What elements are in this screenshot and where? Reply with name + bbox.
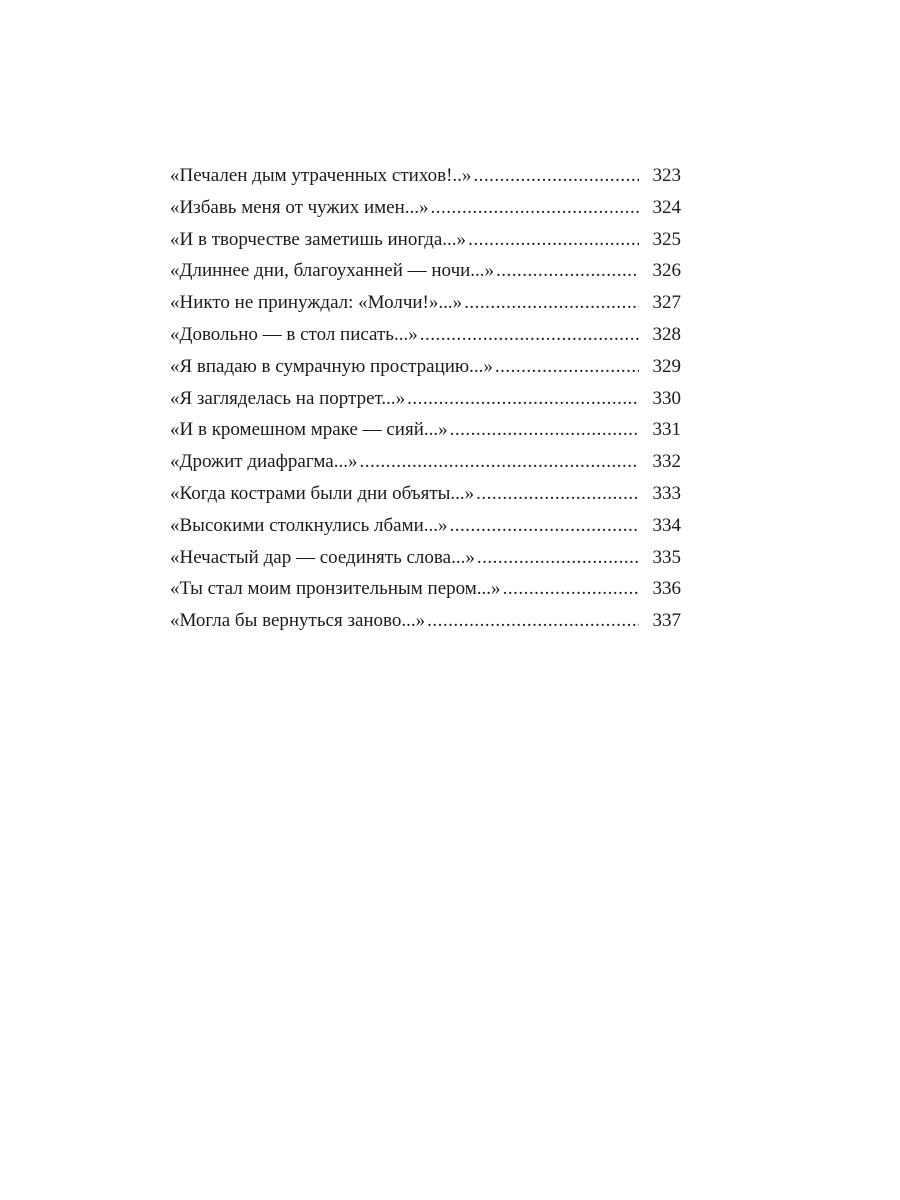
toc-entry <box>170 160 681 192</box>
toc-entry <box>170 573 681 605</box>
toc-entry-title: «Нечастый дар — соединять слова...» <box>170 546 475 568</box>
toc-entry-page: 325 <box>652 228 681 250</box>
dot-leader <box>496 255 639 287</box>
toc-entry-page: 333 <box>652 482 681 504</box>
dot-leader <box>468 224 639 256</box>
toc-entry-page: 326 <box>652 260 681 282</box>
toc-entry <box>170 351 681 383</box>
toc-entry-title: «Никто не принуждал: «Молчи!»...» <box>170 292 463 314</box>
dot-leader <box>464 287 639 319</box>
toc-entry-page: 329 <box>652 355 681 377</box>
toc-entry-title: «Я загляделась на портрет...» <box>170 387 406 409</box>
toc-entry <box>170 287 681 319</box>
dot-leader <box>495 351 639 383</box>
toc-entry-title: «Когда кострами были дни объяты...» <box>170 482 475 504</box>
toc-entry-page: 337 <box>652 610 681 632</box>
dot-leader <box>477 542 639 574</box>
dot-leader <box>359 446 639 478</box>
toc-entry-page: 331 <box>652 419 681 441</box>
dot-leader <box>450 510 639 542</box>
toc-entry-title: «Я впадаю в сумрачную прострацию...» <box>170 355 493 377</box>
toc-entry-title: «Печален дым утраченных стихов!..» <box>170 165 472 186</box>
toc-entry <box>170 383 681 415</box>
toc-entry <box>170 255 681 287</box>
toc-entry-page: 335 <box>652 546 681 568</box>
dot-leader <box>450 414 639 446</box>
dot-leader <box>431 192 639 224</box>
toc-entry <box>170 478 681 510</box>
toc-entry-page: 336 <box>652 578 681 600</box>
dot-leader <box>427 605 639 637</box>
dot-leader <box>473 160 639 192</box>
toc-entry <box>170 446 681 478</box>
toc-entry <box>170 414 681 446</box>
toc-entry-title: «Избавь меня от чужих имен...» <box>170 196 429 218</box>
table-of-contents <box>170 160 681 637</box>
toc-entry-page: 328 <box>652 323 681 345</box>
dot-leader <box>476 478 639 510</box>
toc-entry-title: «Довольно — в стол писать...» <box>170 323 418 345</box>
toc-entry-title: «Дрожит диафрагма...» <box>170 451 358 473</box>
toc-entry-page: 323 <box>652 165 681 186</box>
toc-entry-page: 324 <box>652 196 681 218</box>
toc-entry <box>170 224 681 256</box>
toc-entry-page: 334 <box>652 514 681 536</box>
dot-leader <box>407 383 639 415</box>
toc-entry-page: 332 <box>652 451 681 473</box>
toc-entry-title: «Ты стал моим пронзительным пером...» <box>170 578 501 600</box>
dot-leader <box>420 319 639 351</box>
toc-entry-title: «Высокими столкнулись лбами...» <box>170 514 448 536</box>
toc-entry-page: 330 <box>652 387 681 409</box>
toc-entry <box>170 542 681 574</box>
toc-entry-title: «Длиннее дни, благоуханней — ночи...» <box>170 260 495 282</box>
toc-entry <box>170 319 681 351</box>
toc-entry-title: «И в творчестве заметишь иногда...» <box>170 228 467 250</box>
dot-leader <box>503 573 639 605</box>
toc-entry-page: 327 <box>652 292 681 314</box>
toc-entry <box>170 605 681 637</box>
toc-entry-title: «Могла бы вернуться заново...» <box>170 610 426 632</box>
toc-entry <box>170 192 681 224</box>
toc-entry-title: «И в кромешном мраке — сияй...» <box>170 419 448 441</box>
toc-entry <box>170 510 681 542</box>
